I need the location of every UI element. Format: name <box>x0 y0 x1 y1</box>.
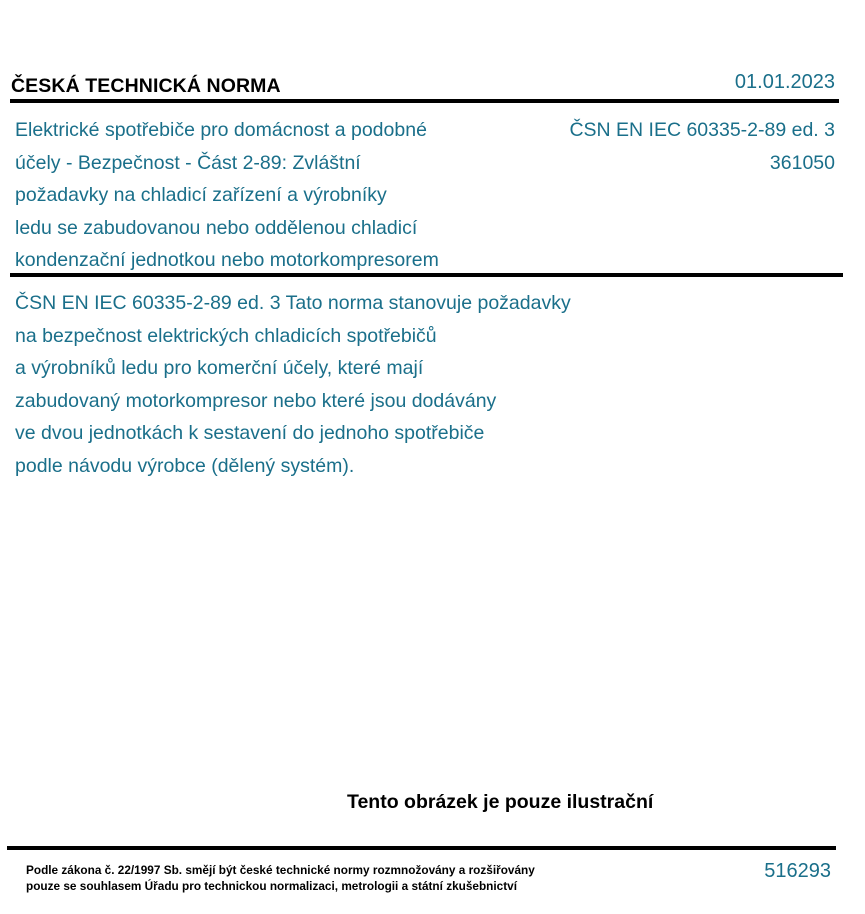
legal-notice-line: pouze se souhlasem Úřadu pro technickou normalizaci, metrologii a státní zkušebnictví <box>26 879 517 893</box>
abstract-text <box>15 287 675 482</box>
abstract-line: zabudovaný motorkompresor nebo které jsou dodávány <box>15 389 497 412</box>
legal-notice <box>26 862 535 894</box>
page-title: ČESKÁ TECHNICKÁ NORMA <box>11 75 281 97</box>
title-divider <box>10 273 843 277</box>
document-title-line: účely - Bezpečnost - Část 2-89: Zvláštní <box>15 151 361 174</box>
header-divider <box>10 99 839 103</box>
document-title-line: Elektrické spotřebiče pro domácnost a podobné <box>15 119 427 141</box>
illustration-note: Tento obrázek je pouze ilustrační <box>347 791 654 813</box>
catalog-number: 516293 <box>764 860 831 882</box>
footer-divider <box>7 846 836 850</box>
abstract-line: podle návodu výrobce (dělený systém). <box>15 454 355 477</box>
document-title-line: ledu se zabudovanou nebo oddělenou chladicí <box>15 216 418 239</box>
abstract-line: ČSN EN IEC 60335-2-89 ed. 3 Tato norma stanovuje požadavky <box>15 292 571 314</box>
class-code: 361050 <box>769 151 835 174</box>
publication-date: 01.01.2023 <box>734 71 835 93</box>
legal-notice-line: Podle zákona č. 22/1997 Sb. smějí být české technické normy rozmnožovány a rozšiřovány <box>26 863 535 877</box>
abstract-line: na bezpečnost elektrických chladicích spotřebičů <box>15 324 437 347</box>
abstract-line: a výrobníků ledu pro komerční účely, které mají <box>15 357 424 379</box>
document-title-line: kondenzační jednotkou nebo motorkompresorem <box>15 249 439 271</box>
norm-identifier <box>569 114 835 179</box>
abstract-line: ve dvou jednotkách k sestavení do jednoho spotřebiče <box>15 422 485 444</box>
document-title-line: požadavky na chladicí zařízení a výrobníky <box>15 184 387 206</box>
norm-designation: ČSN EN IEC 60335-2-89 ed. 3 <box>569 119 835 141</box>
document-title <box>15 114 535 277</box>
